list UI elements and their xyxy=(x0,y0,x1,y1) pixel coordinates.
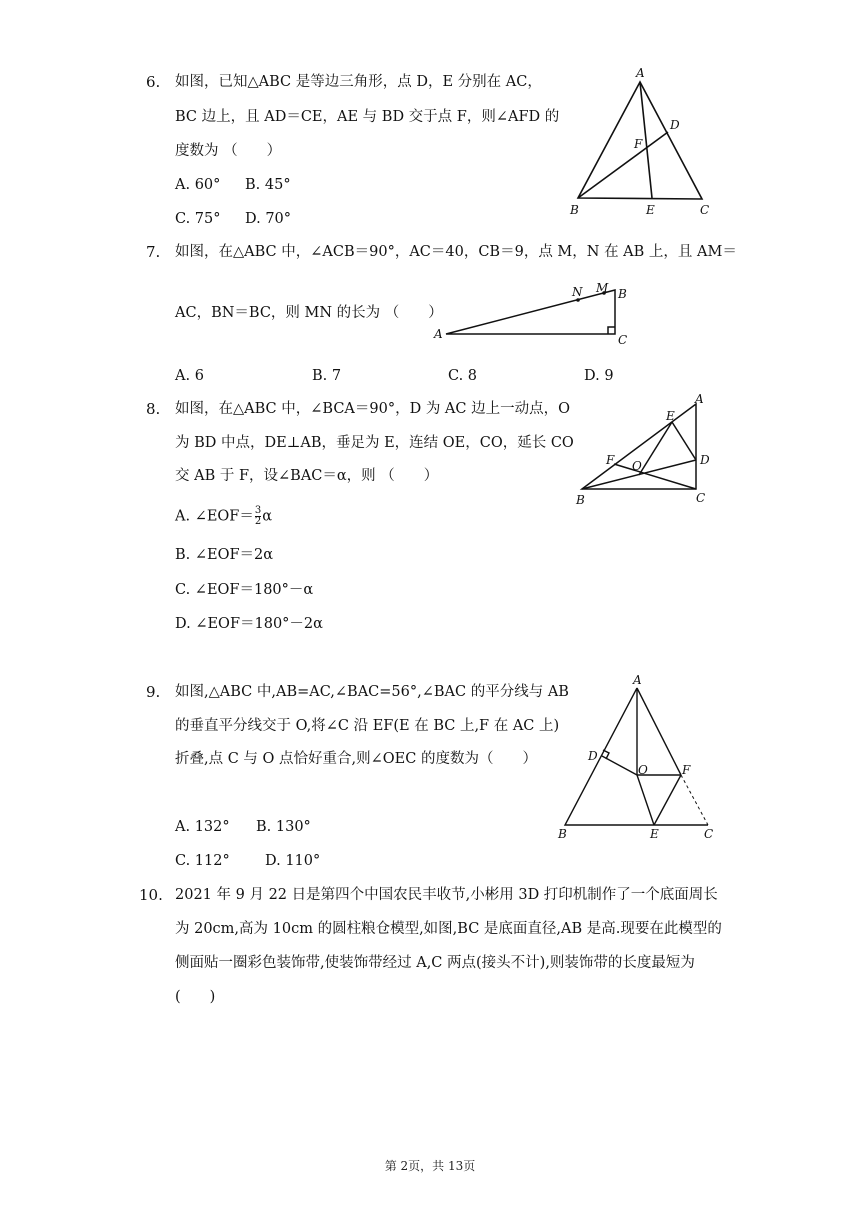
option-d: D. 70° xyxy=(245,211,292,227)
question-text-line: 如图，在△ABC 中，∠BCA＝90°，D 为 AC 边上一动点，O xyxy=(175,401,570,417)
question-text-line: 折叠,点 C 与 O 点恰好重合,则∠OEC 的度数为（ ） xyxy=(175,751,537,767)
option-b: B. 130° xyxy=(256,819,311,835)
question-text-line: 为 20cm,高为 10cm 的圆柱粮仓模型,如图,BC 是底面直径,AB 是高.现要在此模型的 xyxy=(175,921,722,937)
point-label: O xyxy=(638,763,648,777)
figure-equilateral-triangle xyxy=(560,62,720,222)
option-b: B. 45° xyxy=(245,177,291,193)
point-label: N xyxy=(572,285,583,299)
question-text-line: 如图,△ABC 中,AB=AC,∠BAC=56°,∠BAC 的平分线与 AB xyxy=(175,684,569,700)
point-label: D xyxy=(700,453,710,467)
figure-triangle-bdoe xyxy=(568,390,718,515)
option-b: B. 7 xyxy=(312,368,342,384)
point-label: F xyxy=(606,453,615,467)
question-number: 10. xyxy=(139,886,163,904)
vertex-label: B xyxy=(558,827,567,841)
question-text-line: 的垂直平分线交于 O,将∠C 沿 EF(E 在 BC 上,F 在 AC 上) xyxy=(175,718,560,734)
question-number: 9. xyxy=(146,683,161,701)
point-label: O xyxy=(632,459,642,473)
option-d: D. ∠EOF＝180°－2α xyxy=(175,616,323,632)
option-c: C. 8 xyxy=(448,368,478,384)
question-text-line: BC 边上，且 AD＝CE，AE 与 BD 交于点 F，则∠AFD 的 xyxy=(175,109,560,125)
point-label: D xyxy=(588,749,598,763)
point-label: M xyxy=(596,281,609,295)
question-text-line: 交 AB 于 F，设∠BAC＝α，则 （ ） xyxy=(175,468,439,484)
point-label: F xyxy=(682,763,691,777)
vertex-label: D xyxy=(670,118,680,132)
point-label: E xyxy=(666,409,675,423)
option-b: B. ∠EOF＝2α xyxy=(175,547,274,563)
option-a: A. 132° xyxy=(175,819,230,835)
vertex-label: C xyxy=(704,827,714,841)
question-text-line: 侧面贴一圈彩色装饰带,使装饰带经过 A,C 两点(接头不计),则装饰带的长度最短为 xyxy=(175,955,695,971)
vertex-label: F xyxy=(634,137,643,151)
option-c: C. 112° xyxy=(175,853,230,869)
vertex-label: C xyxy=(618,333,628,347)
option-a: A. ∠EOF＝ $\frac{3}{2}$ α xyxy=(175,505,273,527)
vertex-label: A xyxy=(633,673,642,687)
option-d: D. 9 xyxy=(584,368,614,384)
figure-right-triangle xyxy=(430,280,630,350)
question-text-line: ( ) xyxy=(175,989,216,1005)
option-d: D. 110° xyxy=(265,853,321,869)
page-footer: 第 2页，共 13页 xyxy=(384,1159,476,1173)
vertex-label: C xyxy=(700,203,710,217)
option-a: A. 60° xyxy=(175,177,221,193)
question-text-line: 如图，在△ABC 中，∠ACB＝90°，AC＝40，CB＝9，点 M，N 在 AB 上，且 AM＝ xyxy=(175,244,737,260)
vertex-label: C xyxy=(696,491,706,505)
question-number: 8. xyxy=(146,400,161,418)
figure-folded-triangle xyxy=(548,670,728,845)
question-text-line: 如图，已知△ABC 是等边三角形，点 D，E 分别在 AC， xyxy=(175,74,542,90)
option-c: C. 75° xyxy=(175,211,221,227)
option-c: C. ∠EOF＝180°－α xyxy=(175,582,314,598)
question-text-line: 2021 年 9 月 22 日是第四个中国农民丰收节,小彬用 3D 打印机制作了一个底面周长 xyxy=(175,887,718,903)
point-label: E xyxy=(650,827,659,841)
vertex-label: B xyxy=(570,203,579,217)
vertex-label: B xyxy=(618,287,627,301)
vertex-label: B xyxy=(576,493,585,507)
fraction: $\frac{3}{2}$ xyxy=(254,505,262,527)
question-number: 6. xyxy=(146,73,161,91)
vertex-label: E xyxy=(646,203,655,217)
question-text-line: 为 BD 中点，DE⊥AB，垂足为 E，连结 OE，CO，延长 CO xyxy=(175,435,574,451)
vertex-label: A xyxy=(636,66,645,80)
question-text-line: 度数为 （ ） xyxy=(175,143,282,159)
vertex-label: A xyxy=(434,327,443,341)
option-a: A. 6 xyxy=(175,368,204,384)
question-text-line: AC，BN＝BC，则 MN 的长为 （ ） xyxy=(175,305,443,321)
vertex-label: A xyxy=(695,392,704,406)
question-number: 7. xyxy=(146,243,161,261)
